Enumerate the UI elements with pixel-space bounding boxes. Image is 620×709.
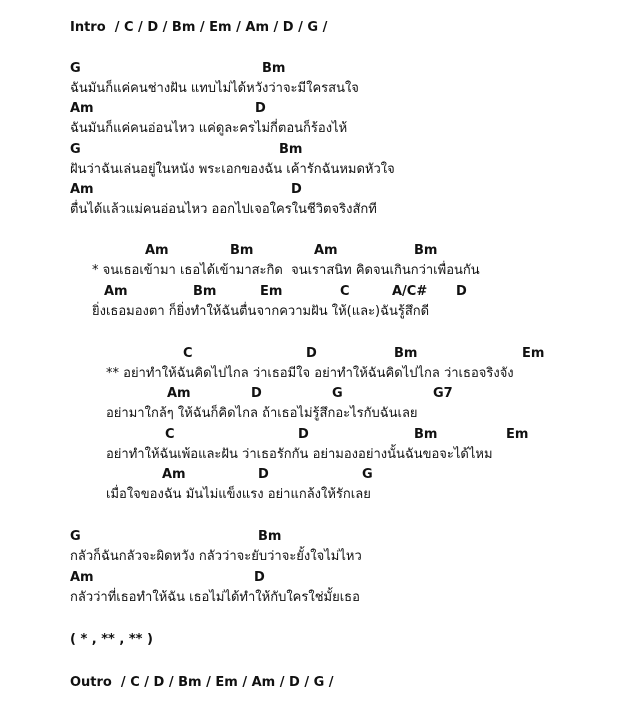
chord-symbol: C — [183, 346, 193, 361]
chord-symbol: D — [298, 427, 309, 442]
repeat-instruction: ( * , ** , ** ) — [70, 632, 153, 647]
chord-symbol: Am — [70, 101, 94, 116]
chord-symbol: C — [165, 427, 175, 442]
chord-symbol: Bm — [279, 142, 303, 157]
lyric-line: กลัวก็ฉันกลัวจะผิดหวัง กลัวว่าจะยับว่าจะยั้งใจไม่ไหว — [70, 549, 362, 564]
chord-symbol: G — [70, 61, 81, 76]
lyric-line: อย่าทำให้ฉันเพ้อและฝัน ว่าเธอรักกัน อย่ามองอย่างนั้นฉันขอจะได้ไหม — [106, 447, 493, 462]
chord-symbol: Bm — [193, 284, 217, 299]
chord-symbol: Am — [104, 284, 128, 299]
lyric-line: กลัวว่าที่เธอทำให้ฉัน เธอไม่ได้ทำให้กับใครใช่มั้ยเธอ — [70, 590, 360, 605]
chord-symbol: G — [70, 142, 81, 157]
chord-symbol: G7 — [433, 386, 453, 401]
chord-symbol: Bm — [414, 427, 438, 442]
chord-symbol: Am — [70, 182, 94, 197]
chord-symbol: Bm — [414, 243, 438, 258]
chord-symbol: Am — [162, 467, 186, 482]
chord-symbol: D — [254, 570, 265, 585]
chord-symbol: D — [456, 284, 467, 299]
lyric-line: เมื่อใจของฉัน มันไม่แข็งแรง อย่าแกล้งให้รักเลย — [106, 487, 371, 502]
chord-symbol: Bm — [394, 346, 418, 361]
lyric-line: ** อย่าทำให้ฉันคิดไปไกล ว่าเธอมีใจ อย่าทำให้ฉันคิดไปไกล ว่าเธอจริงจัง — [106, 366, 514, 381]
chord-symbol: Am — [70, 570, 94, 585]
lyric-line: ฉันมันก็แค่คนอ่อนไหว แค่ดูละครไม่กี่ตอนก็ร้องไห้ — [70, 121, 348, 136]
intro-line: Intro / C / D / Bm / Em / Am / D / G / — [70, 20, 328, 35]
chord-symbol: D — [306, 346, 317, 361]
lyric-line: ตื่นได้แล้วแม่คนอ่อนไหว ออกไปเจอใครในชีวิตจริงสักที — [70, 202, 377, 217]
chord-symbol: D — [255, 101, 266, 116]
lyric-line: ฝันว่าฉันเล่นอยู่ในหนัง พระเอกของฉัน เค้ารักฉันหมดหัวใจ — [70, 162, 395, 177]
chord-symbol: D — [251, 386, 262, 401]
chord-symbol: Em — [522, 346, 545, 361]
lyric-line: อย่ามาใกล้ๆ ให้ฉันก็คิดไกล ถ้าเธอไม่รู้สึกอะไรกับฉันเลย — [106, 406, 418, 421]
chord-symbol: G — [362, 467, 373, 482]
chord-symbol: A/C# — [392, 284, 428, 299]
chord-symbol: Am — [167, 386, 191, 401]
chord-symbol: Am — [314, 243, 338, 258]
chord-symbol: D — [258, 467, 269, 482]
chord-symbol: D — [291, 182, 302, 197]
chord-symbol: Em — [260, 284, 283, 299]
lyric-line: ฉันมันก็แค่คนช่างฝัน แทบไม่ได้หวังว่าจะมีใครสนใจ — [70, 81, 359, 96]
chord-symbol: Am — [145, 243, 169, 258]
lyric-line: ยิ่งเธอมองตา ก็ยิ่งทำให้ฉันตื่นจากความฝัน ให้(และ)ฉันรู้สึกดี — [92, 304, 430, 319]
chord-symbol: Em — [506, 427, 529, 442]
outro-line: Outro / C / D / Bm / Em / Am / D / G / — [70, 675, 334, 690]
chord-symbol: C — [340, 284, 350, 299]
chord-symbol: G — [332, 386, 343, 401]
chord-symbol: G — [70, 529, 81, 544]
chord-symbol: Bm — [258, 529, 282, 544]
chord-symbol: Bm — [230, 243, 254, 258]
chord-symbol: Bm — [262, 61, 286, 76]
lyric-line: * จนเธอเข้ามา เธอได้เข้ามาสะกิด จนเราสนิท คิดจนเกินกว่าเพื่อนกัน — [92, 263, 480, 278]
